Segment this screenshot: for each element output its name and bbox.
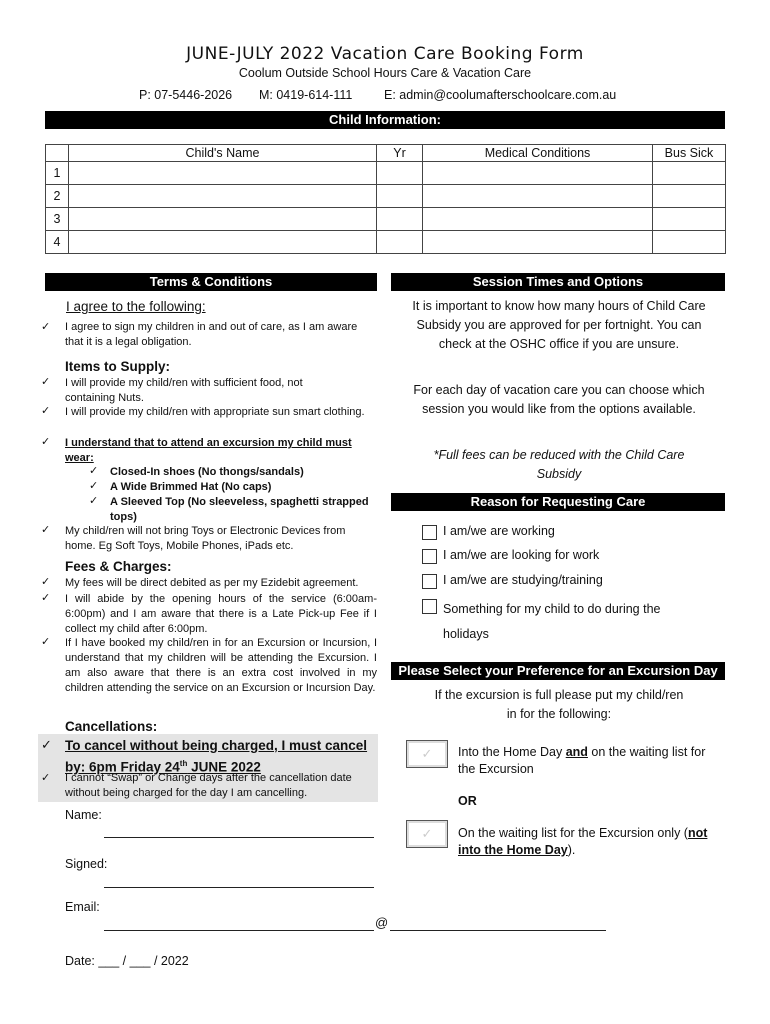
medical-cell[interactable] xyxy=(423,231,653,254)
yr-cell[interactable] xyxy=(377,208,423,231)
child-information-bar: Child Information: xyxy=(45,111,725,129)
cancellations-heading: Cancellations: xyxy=(65,719,158,734)
bus-sick-cell[interactable] xyxy=(653,185,726,208)
cancel-no-swap: I cannot “Swap” or Change days after the cancellation date without being charged for the day I am cancelling. xyxy=(65,772,352,799)
option-looking-for-work: I am/we are looking for work xyxy=(443,548,600,562)
checkbox-working[interactable] xyxy=(422,525,437,540)
check-icon: ✓ xyxy=(41,737,52,752)
row-number: 3 xyxy=(46,208,69,231)
wear-top: A Sleeved Top (No sleeveless, spaghetti strapped tops) xyxy=(110,496,369,523)
cancel-deadline: To cancel without being charged, I must cancel by: 6pm Friday 24th JUNE 2022 xyxy=(65,738,368,775)
check-icon: ✓ xyxy=(41,376,51,388)
table-header-row xyxy=(46,145,726,162)
session-info-subsidy: It is important to know how many hours of Child Care Subsidy you are approved for per fortnight. You can check at the OSHC office if you are unsure. xyxy=(412,299,706,351)
checkbox-studying[interactable] xyxy=(422,574,437,589)
email-label: Email: xyxy=(65,900,100,914)
fees-item-hours: I will abide by the opening hours of the service (6:00am-6:00pm) and I am aware that there is a Late Pick-up Fee if I collect my child after 6:00pm. xyxy=(65,593,377,635)
option-waiting-list-only: On the waiting list for the Excursion only (not into the Home Day). xyxy=(458,826,708,857)
name-field[interactable] xyxy=(104,837,374,838)
childs-name-cell[interactable] xyxy=(69,185,377,208)
table-row xyxy=(46,231,726,254)
medical-cell[interactable] xyxy=(423,162,653,185)
email-user-field[interactable] xyxy=(104,930,374,931)
session-info-choose: For each day of vacation care you can choose which session you would like from the options available. xyxy=(413,383,705,416)
signed-label: Signed: xyxy=(65,857,108,871)
option-working: I am/we are working xyxy=(443,524,555,538)
excursion-intro: If the excursion is full please put my child/ren in for the following: xyxy=(434,688,684,721)
agree-heading: I agree to the following: xyxy=(66,299,206,314)
table-row xyxy=(46,162,726,185)
check-icon: ✓ xyxy=(41,592,51,604)
check-icon: ✓ xyxy=(41,405,51,417)
terms-conditions-bar: Terms & Conditions xyxy=(45,273,377,291)
check-icon: ✓ xyxy=(41,576,51,588)
bus-sick-cell[interactable] xyxy=(653,208,726,231)
items-to-supply-heading: Items to Supply: xyxy=(65,359,171,374)
wear-shoes: Closed-In shoes (No thongs/sandals) xyxy=(110,466,304,478)
or-label: OR xyxy=(458,794,477,808)
check-icon: ✓ xyxy=(41,524,51,536)
signature-field[interactable] xyxy=(104,887,374,888)
yr-cell[interactable] xyxy=(377,185,423,208)
option-studying: I am/we are studying/training xyxy=(443,573,603,587)
table-row xyxy=(46,185,726,208)
childs-name-cell[interactable] xyxy=(69,231,377,254)
check-icon: ✓ xyxy=(89,495,99,507)
table-row xyxy=(46,208,726,231)
check-icon: ✓ xyxy=(421,746,433,761)
mobile-number: M: 0419-614-111 xyxy=(259,88,353,102)
col-yr: Yr xyxy=(377,145,423,162)
childs-name-cell[interactable] xyxy=(69,208,377,231)
child-information-table xyxy=(45,144,726,254)
wear-hat: A Wide Brimmed Hat (No caps) xyxy=(110,481,272,493)
session-info-fees: *Full fees can be reduced with the Child Care Subsidy xyxy=(433,448,685,481)
at-sign: @ xyxy=(375,915,389,930)
medical-cell[interactable] xyxy=(423,208,653,231)
check-icon: ✓ xyxy=(41,436,51,448)
row-number: 1 xyxy=(46,162,69,185)
supply-item-food: I will provide my child/ren with sufficient food, not containing Nuts. xyxy=(65,377,303,404)
check-icon: ✓ xyxy=(41,772,51,784)
checkbox-home-day[interactable] xyxy=(406,740,448,768)
checkbox-waiting-list-only[interactable] xyxy=(406,820,448,848)
reason-bar: Reason for Requesting Care xyxy=(391,493,725,511)
supply-item-no-toys: My child/ren will not bring Toys or Electronic Devices from home. Eg Soft Toys, Mobile Phones, iPads etc. xyxy=(65,525,346,552)
check-icon: ✓ xyxy=(41,636,51,648)
date-field[interactable]: Date: ___ / ___ / 2022 xyxy=(65,954,189,968)
name-label: Name: xyxy=(65,808,102,822)
email-domain-field[interactable] xyxy=(390,930,606,931)
check-icon: ✓ xyxy=(89,480,99,492)
form-title: JUNE-JULY 2022 Vacation Care Booking Form xyxy=(186,44,584,64)
organisation-name: Coolum Outside School Hours Care & Vacation Care xyxy=(238,66,532,80)
checkbox-looking-for-work[interactable] xyxy=(422,549,437,564)
supply-item-excursion-wear: I understand that to attend an excursion my child must wear: xyxy=(65,437,352,464)
fees-item-ezidebit: My fees will be direct debited as per my Ezidebit agreement. xyxy=(65,577,359,589)
checkbox-holidays[interactable] xyxy=(422,599,437,614)
yr-cell[interactable] xyxy=(377,162,423,185)
fees-charges-heading: Fees & Charges: xyxy=(65,559,172,574)
excursion-preference-bar: Please Select your Preference for an Excursion Day xyxy=(391,662,725,680)
check-icon: ✓ xyxy=(41,321,51,333)
row-number: 2 xyxy=(46,185,69,208)
col-childs-name: Child's Name xyxy=(69,145,377,162)
option-holidays: Something for my child to do during the holidays xyxy=(443,602,661,641)
col-bus-sick: Bus Sick xyxy=(653,145,726,162)
supply-item-clothing: I will provide my child/ren with appropriate sun smart clothing. xyxy=(65,406,365,418)
check-icon: ✓ xyxy=(89,465,99,477)
col-medical-conditions: Medical Conditions xyxy=(423,145,653,162)
row-number: 4 xyxy=(46,231,69,254)
bus-sick-cell[interactable] xyxy=(653,231,726,254)
medical-cell[interactable] xyxy=(423,185,653,208)
option-home-day: Into the Home Day and on the waiting list for the Excursion xyxy=(458,745,706,776)
bus-sick-cell[interactable] xyxy=(653,162,726,185)
phone-number: P: 07-5446-2026 xyxy=(139,88,233,102)
session-times-bar: Session Times and Options xyxy=(391,273,725,291)
email-address: E: admin@coolumafterschoolcare.com.au xyxy=(384,88,617,102)
childs-name-cell[interactable] xyxy=(69,162,377,185)
fees-item-excursion: If I have booked my child/ren in for an Excursion or Incursion, I understand that my children will be attending the Excursion. I am also aware that there is an extra cost involved in my children attending the service on an Excursion or Incursion Day. xyxy=(65,637,377,694)
yr-cell[interactable] xyxy=(377,231,423,254)
check-icon: ✓ xyxy=(421,826,433,841)
agree-item: I agree to sign my children in and out of care, as I am aware that it is a legal obligation. xyxy=(65,321,358,348)
